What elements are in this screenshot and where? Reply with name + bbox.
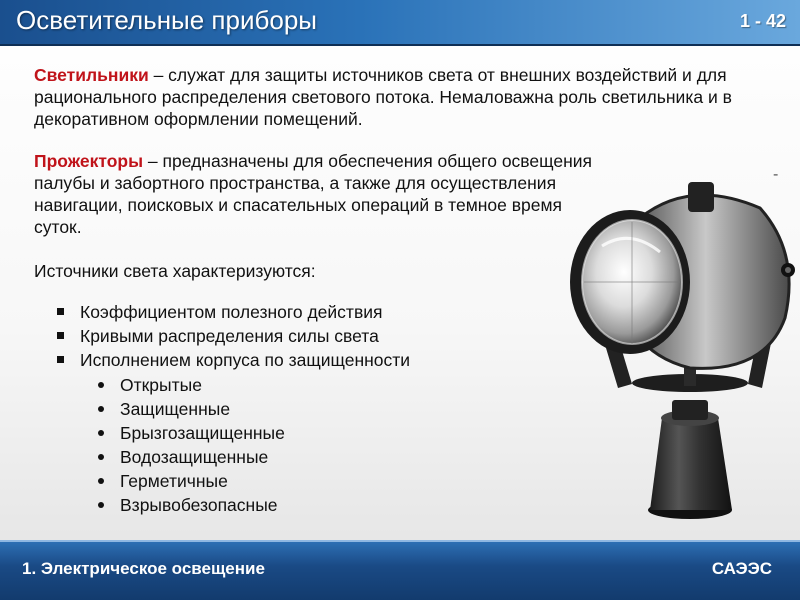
footer-organization: САЭЭС (711, 559, 772, 578)
slide-footer (0, 540, 800, 600)
page-number: 1 - 42 (739, 11, 786, 31)
round-bullet-icon (98, 502, 104, 508)
list-item: Защищенные (95, 397, 285, 421)
square-bullet-icon (57, 332, 64, 339)
list-item: Коэффициентом полезного действия (56, 300, 410, 324)
svetilniki-paragraph (34, 64, 774, 130)
list-item: Открытые (95, 373, 285, 397)
prozhektory-paragraph (34, 150, 594, 238)
round-bullet-icon (98, 406, 104, 412)
round-bullet-icon (98, 454, 104, 460)
characteristics-heading: Источники света характеризуются: (34, 261, 316, 281)
prozhektory-term: Прожекторы (34, 151, 144, 171)
searchlight-photo (560, 178, 800, 523)
stray-dash: - (773, 166, 779, 183)
list-item: Кривыми распределения силы света (56, 324, 410, 348)
slide-title: Осветительные приборы (16, 5, 317, 35)
slide-header (0, 0, 800, 46)
square-bullet-icon (57, 308, 64, 315)
svetilniki-text: – служат для защиты источников света от внешних воздействий и для рационального распределения светового потока. Немаловажна роль светильника и в декоративном оформлении помещений. (34, 65, 732, 129)
list-item: Брызгозащищенные (95, 421, 285, 445)
characteristics-list (56, 300, 410, 372)
round-bullet-icon (98, 430, 104, 436)
footer-section-title: 1. Электрическое освещение (22, 559, 265, 578)
list-item: Взрывобезопасные (95, 493, 285, 517)
list-item: Водозащищенные (95, 445, 285, 469)
svetilniki-term: Светильники (34, 65, 149, 85)
square-bullet-icon (57, 356, 64, 363)
list-item: Герметичные (95, 469, 285, 493)
round-bullet-icon (98, 478, 104, 484)
prozhektory-text: – предназначены для обеспечения общего освещения палубы и забортного пространства, а также для осуществления навигации, поисковых и спасательных операций в темное время суток. (34, 151, 592, 237)
protection-types-list (95, 373, 285, 517)
list-item: Исполнением корпуса по защищенности (56, 348, 410, 372)
round-bullet-icon (98, 382, 104, 388)
